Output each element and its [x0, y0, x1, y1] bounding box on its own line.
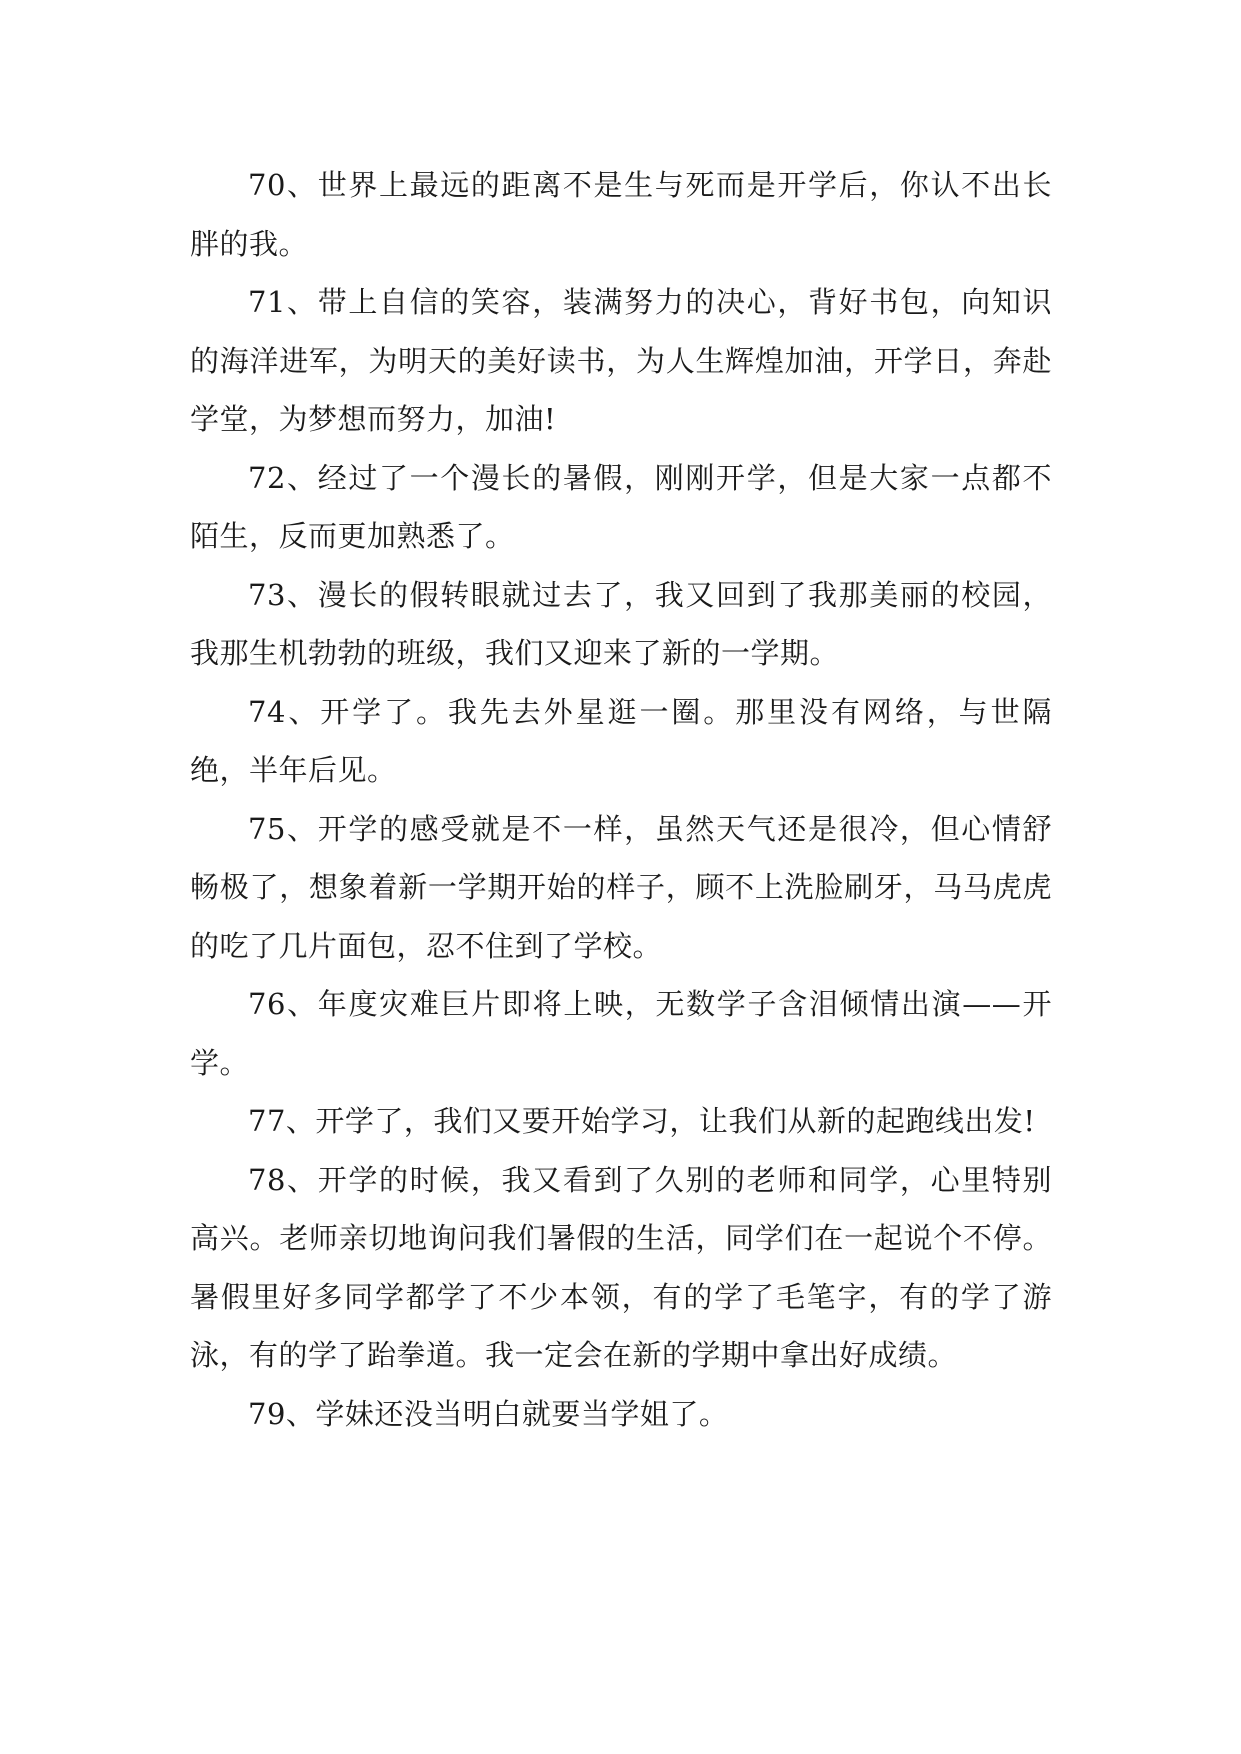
- paragraph-75: 75、开学的感受就是不一样，虽然天气还是很冷，但心情舒畅极了，想象着新一学期开始的样子，顾不上洗脸刷牙，马马虎虎的吃了几片面包，忍不住到了学校。: [190, 811, 1052, 963]
- paragraph-77: 77、开学了，我们又要开始学习，让我们从新的起跑线出发!: [248, 1104, 1036, 1138]
- paragraph-79: 79、学妹还没当明白就要当学姐了。: [248, 1396, 729, 1431]
- paragraph-78: 78、开学的时候，我又看到了久别的老师和同学，心里特别高兴。老师亲切地询问我们暑假的生活，同学们在一起说个不停。暑假里好多同学都学了不少本领，有的学了毛笔字，有的学了游泳，有的学了跆拳道。我一定会在新的学期中拿出好成绩。: [190, 1162, 1052, 1372]
- paragraph-71: 71、带上自信的笑容，装满努力的决心，背好书包，向知识的海洋进军，为明天的美好读书，为人生辉煌加油，开学日，奔赴学堂，为梦想而努力，加油!: [190, 285, 1052, 436]
- paragraph-70: 70、世界上最远的距离不是生与死而是开学后，你认不出长胖的我。: [190, 168, 1052, 261]
- paragraph-73: 73、漫长的假转眼就过去了，我又回到了我那美丽的校园，我那生机勃勃的班级，我们又迎来了新的一学期。: [190, 577, 1052, 670]
- paragraph-72: 72、经过了一个漫长的暑假，刚刚开学，但是大家一点都不陌生，反而更加熟悉了。: [190, 460, 1052, 553]
- paragraph-74: 74、开学了。我先去外星逛一圈。那里没有网络，与世隔绝，半年后见。: [190, 694, 1052, 787]
- document-body: [190, 156, 1052, 1443]
- paragraph-76: 76、年度灾难巨片即将上映，无数学子含泪倾情出演——开学。: [190, 987, 1052, 1080]
